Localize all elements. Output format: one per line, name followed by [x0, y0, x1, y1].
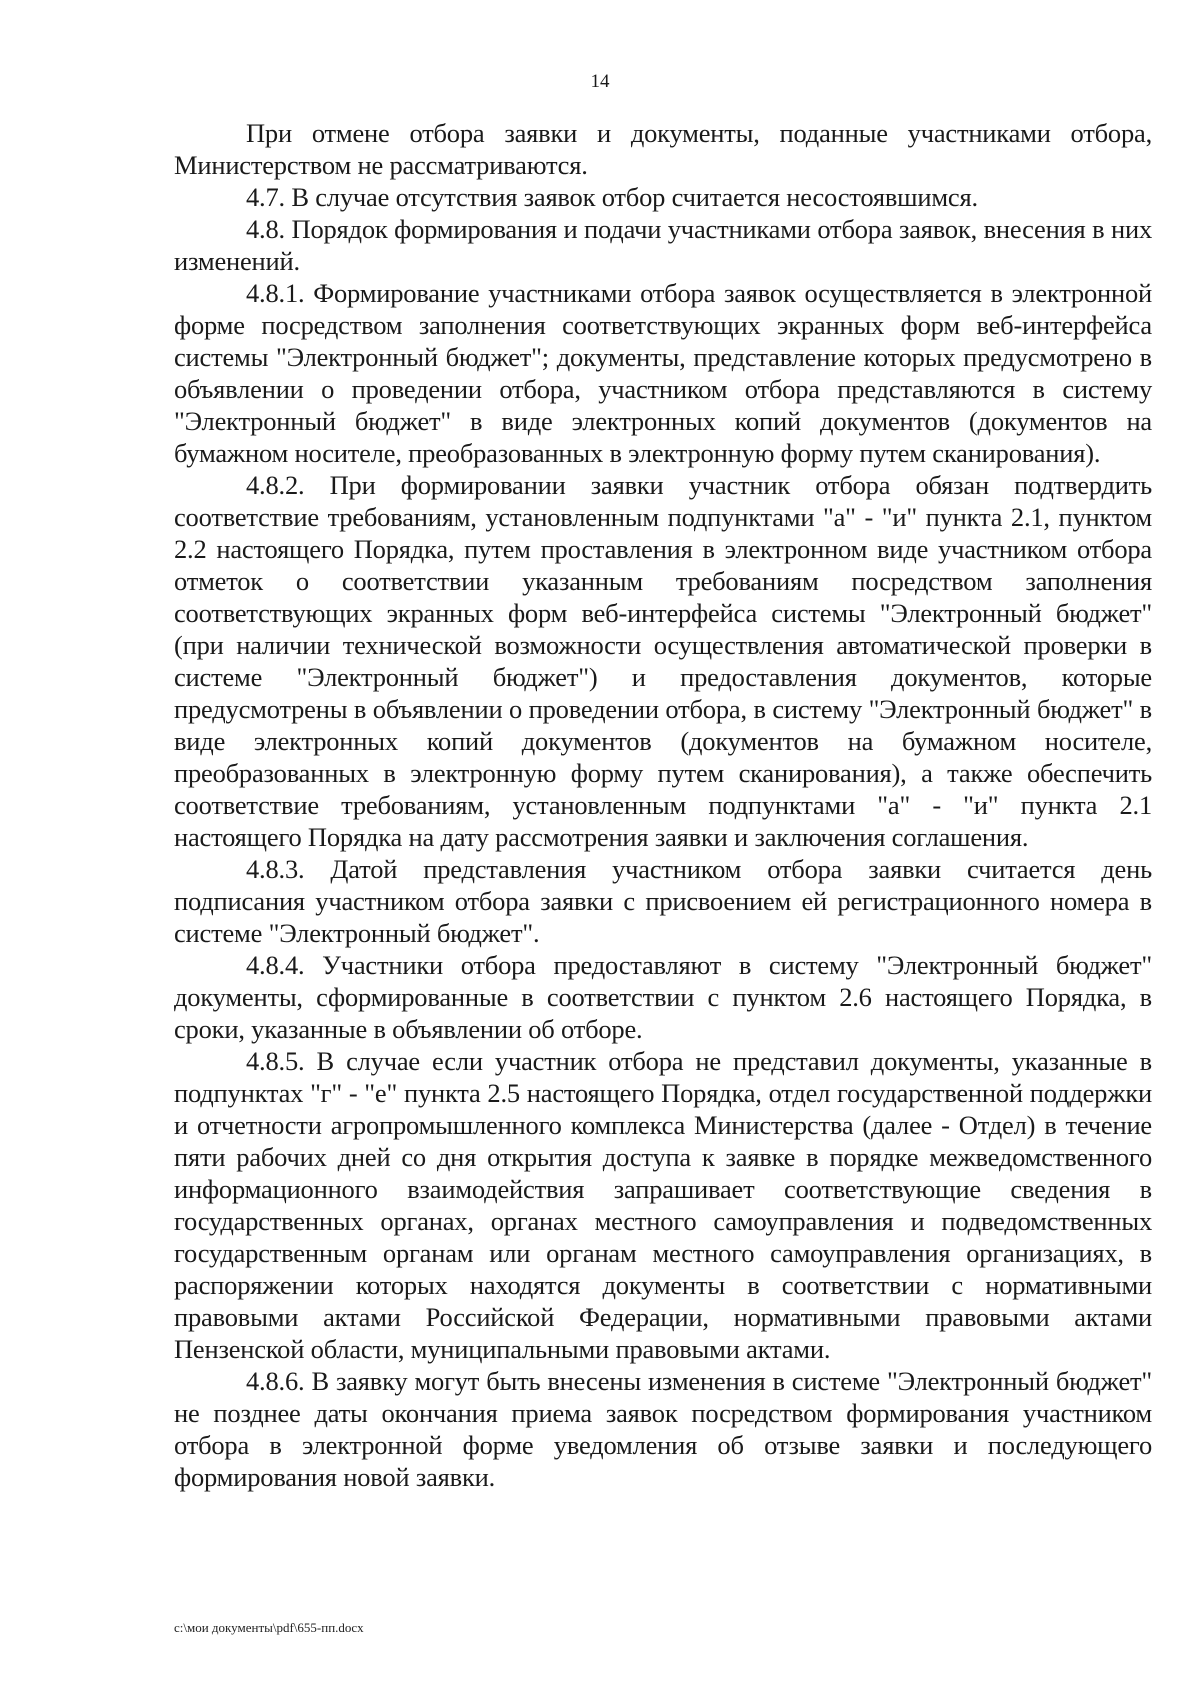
- paragraph-cancel-selection: При отмене отбора заявки и документы, поданные участниками отбора, Министерством не рассматриваются.: [174, 118, 1152, 180]
- paragraph-4-8-5: 4.8.5. В случае если участник отбора не представил документы, указанные в подпунктах "г" - "е" пункта 2.5 настоящего Порядка, отдел государственной поддержки и отчетности агропромышленного комплекса Министерства (далее - Отдел) в течение пяти рабочих дней со дня открытия доступа к заявке в порядке межведомственного информационного взаимодействия запрашивает соответствующие сведения в государственных органах, органах местного самоуправления и подведомственных государственным органам или органам местного самоуправления организациях, в распоряжении которых находятся документы в соответствии с нормативными правовыми актами Российской Федерации, нормативными правовыми актами Пензенской области, муниципальными правовыми актами.: [174, 1046, 1152, 1364]
- document-body: [174, 117, 1152, 1493]
- paragraph-4-8-4: 4.8.4. Участники отбора предоставляют в систему "Электронный бюджет" документы, сформированные в соответствии с пунктом 2.6 настоящего Порядка, в сроки, указанные в объявлении об отборе.: [174, 950, 1152, 1044]
- paragraph-4-8-3: 4.8.3. Датой представления участником отбора заявки считается день подписания участником отбора заявки с присвоением ей регистрационного номера в системе "Электронный бюджет".: [174, 854, 1152, 948]
- paragraph-4-8-6: 4.8.6. В заявку могут быть внесены изменения в системе "Электронный бюджет" не позднее даты окончания приема заявок посредством формирования участником отбора в электронной форме уведомления об отзыве заявки и последующего формирования новой заявки.: [174, 1366, 1152, 1492]
- footer-file-path: c:\мои документы\pdf\655-пп.docx: [174, 1620, 364, 1635]
- paragraph-4-7: 4.7. В случае отсутствия заявок отбор считается несостоявшимся.: [246, 182, 978, 212]
- paragraph-4-8-2: 4.8.2. При формировании заявки участник отбора обязан подтвердить соответствие требованиям, установленным подпунктами "а" - "и" пункта 2.1, пунктом 2.2 настоящего Порядка, путем проставления в электронном виде участником отбора отметок о соответствии указанным требованиям посредством заполнения соответствующих экранных форм веб-интерфейса системы "Электронный бюджет" (при наличии технической возможности осуществления автоматической проверки в системе "Электронный бюджет") и предоставления документов, которые предусмотрены в объявлении о проведении отбора, в систему "Электронный бюджет" в виде электронных копий документов (документов на бумажном носителе, преобразованных в электронную форму путем сканирования), а также обеспечить соответствие требованиям, установленным подпунктами "а" - "и" пункта 2.1 настоящего Порядка на дату рассмотрения заявки и заключения соглашения.: [174, 470, 1152, 852]
- paragraph-4-8-1: 4.8.1. Формирование участниками отбора заявок осуществляется в электронной форме посредством заполнения соответствующих экранных форм веб-интерфейса системы "Электронный бюджет"; документы, представление которых предусмотрено в объявлении о проведении отбора, участником отбора представляются в систему "Электронный бюджет" в виде электронных копий документов (документов на бумажном носителе, преобразованных в электронную форму путем сканирования).: [174, 278, 1152, 468]
- paragraph-4-8: 4.8. Порядок формирования и подачи участниками отбора заявок, внесения в них изменений.: [174, 214, 1152, 276]
- page-number: 14: [590, 71, 610, 92]
